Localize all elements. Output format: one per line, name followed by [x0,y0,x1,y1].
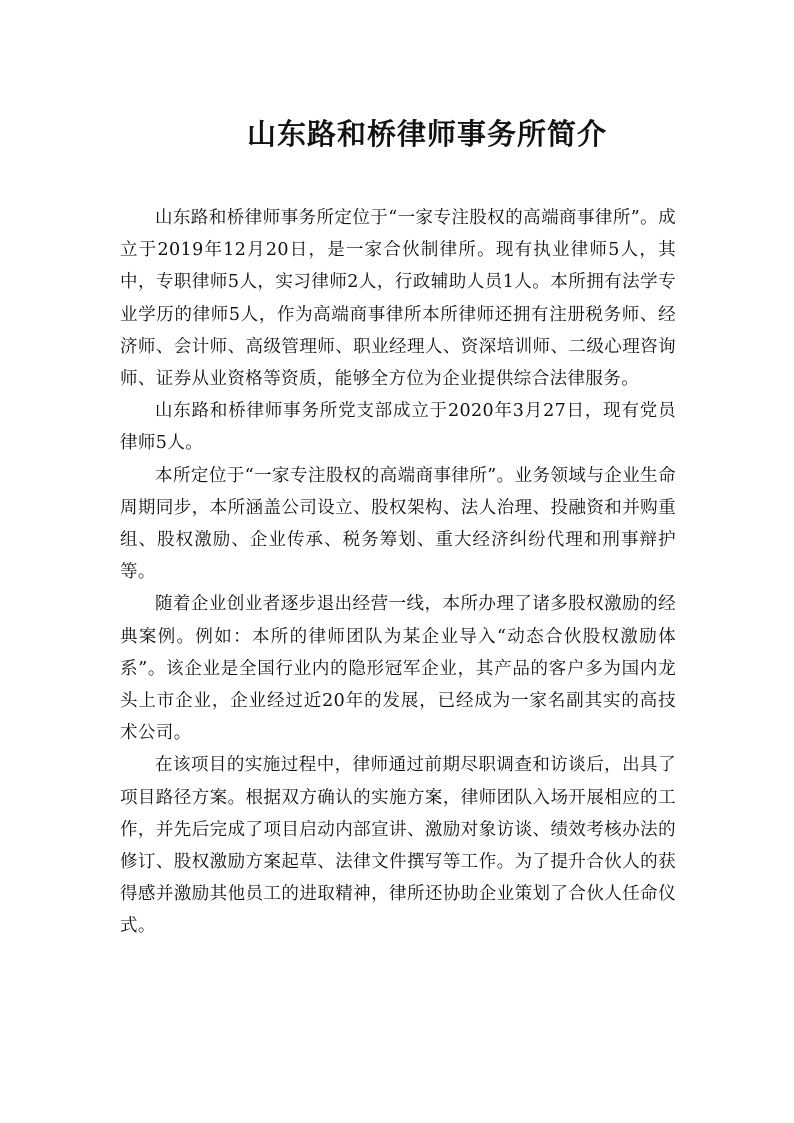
document-title: 山东路和桥律师事务所简介 [246,117,607,151]
paragraph-party-branch: 山东路和桥律师事务所党支部成立于2020年3月27日，现有党员律师5人。 [120,401,676,454]
document-body [120,202,676,943]
paragraph-case-example: 随着企业创业者逐步退出经营一线，本所办理了诸多股权激励的经典案例。例如：本所的律师团队为某企业导入“动态合伙股权激励体系”。该企业是全国行业内的隐形冠军企业，其产品的客户多为国内龙头上市企业，企业经过近20年的发展，已经成为一家名副其实的高技术公司。 [120,594,676,744]
paragraph-project-process: 在该项目的实施过程中，律师通过前期尽职调查和访谈后，出具了项目路径方案。根据双方确认的实施方案，律师团队入场开展相应的工作，并先后完成了项目启动内部宣讲、激励对象访谈、绩效考核办法的修订、股权激励方案起草、法律文件撰写等工作。为了提升合伙人的获得感并激励其他员工的进取精神，律所还协助企业策划了合伙人任命仪式。 [120,755,676,937]
paragraph-intro: 山东路和桥律师事务所定位于“一家专注股权的高端商事律所”。成立于2019年12月20日，是一家合伙制律所。现有执业律师5人，其中，专职律师5人，实习律师2人，行政辅助人员1人。本所拥有法学专业学历的律师5人，作为高端商事律所本所律师还拥有注册税务师、经济师、会计师、高级管理师、职业经理人、资深培训师、二级心理咨询师、证券从业资格等资质，能够全方位为企业提供综合法律服务。 [120,208,676,390]
paragraph-business-scope: 本所定位于“一家专注股权的高端商事律所”。业务领域与企业生命周期同步，本所涵盖公司设立、股权架构、法人治理、投融资和并购重组、股权激励、企业传承、税务筹划、重大经济纠纷代理和刑事辩护等。 [120,465,676,583]
